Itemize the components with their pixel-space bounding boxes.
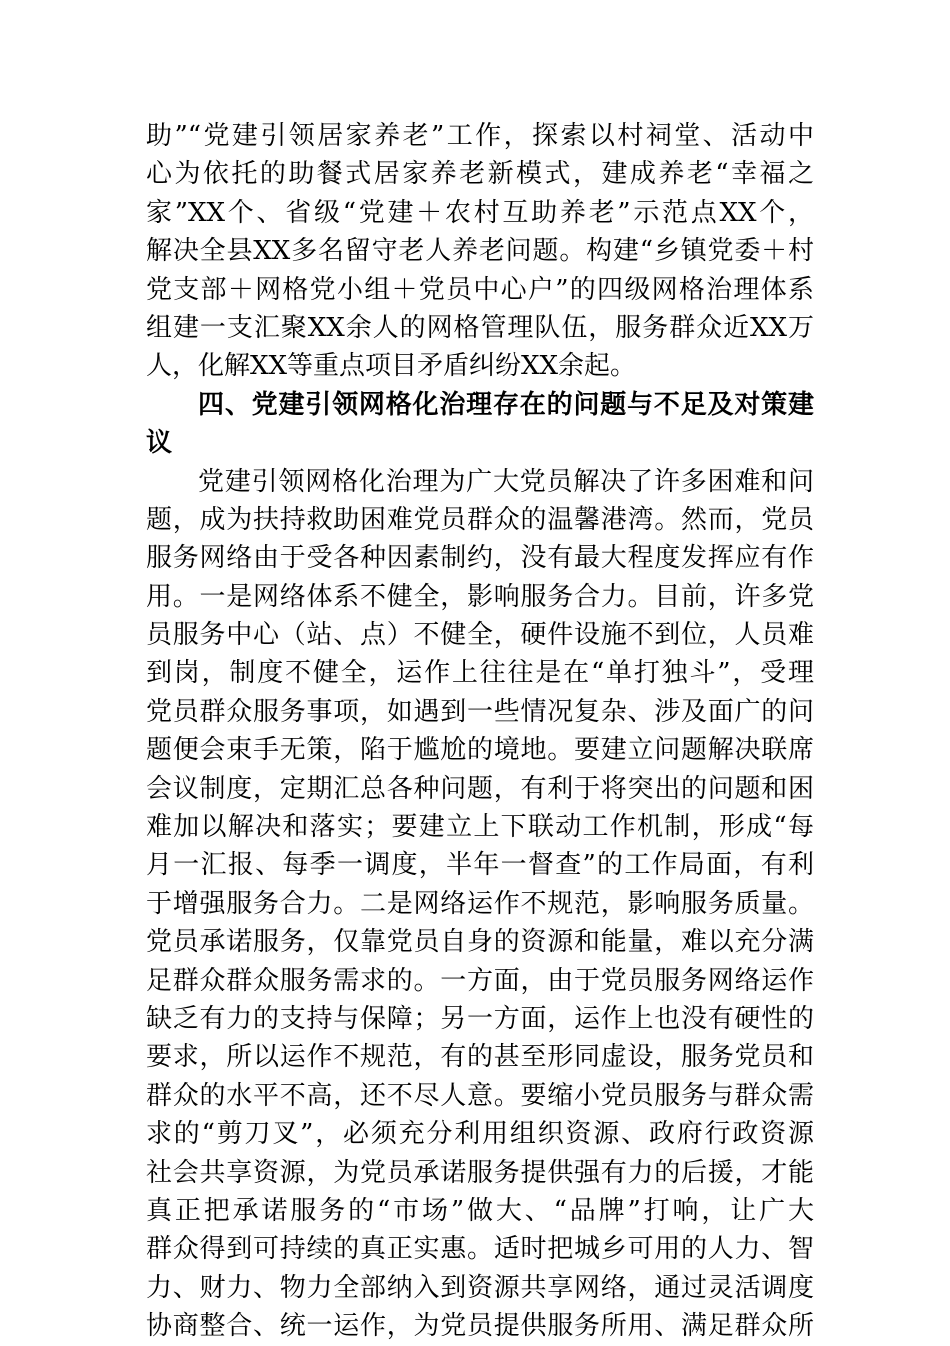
text-line: 组建一支汇聚XX余人的网格管理队伍，服务群众近XX万 (146, 312, 814, 343)
text-line: 家”XX个、省级“党建＋农村互助养老”示范点XX个， (146, 197, 814, 228)
text-line: 党员群众服务事项，如遇到一些情况复杂、涉及面广的问 (146, 696, 814, 727)
text-line: 解决全县XX多名留守老人养老问题。构建“乡镇党委＋村 (146, 236, 814, 267)
text-line: 心为依托的助餐式居家养老新模式，建成养老“幸福之 (146, 159, 814, 190)
text-line: 会议制度，定期汇总各种问题，有利于将突出的问题和困 (146, 773, 814, 804)
text-line: 人，化解XX等重点项目矛盾纠纷XX余起。 (146, 351, 637, 382)
text-line: 缺乏有力的支持与保障；另一方面，运作上也没有硬性的 (146, 1003, 814, 1034)
text-line: 党建引领网格化治理为广大党员解决了许多困难和问 (198, 466, 814, 497)
text-line: 服务网络由于受各种因素制约，没有最大程度发挥应有作 (146, 543, 814, 574)
text-line: 足群众群众服务需求的。一方面，由于党员服务网络运作 (146, 965, 814, 996)
paragraph-problems-and-countermeasures (146, 463, 814, 1346)
section-heading (146, 386, 814, 463)
heading-line: 四、党建引领网格化治理存在的问题与不足及对策建 (198, 389, 814, 420)
text-line: 到岗，制度不健全，运作上往往是在“单打独斗”，受理 (146, 658, 814, 689)
text-line: 题便会束手无策，陷于尴尬的境地。要建立问题解决联席 (146, 735, 814, 766)
text-line: 员服务中心（站、点）不健全，硬件设施不到位，人员难 (146, 620, 814, 651)
text-line: 力、财力、物力全部纳入到资源共享网络，通过灵活调度 (146, 1272, 814, 1303)
text-line: 于增强服务合力。二是网络运作不规范，影响服务质量。 (146, 888, 814, 919)
paragraph-elderly-care-grid (146, 117, 814, 386)
text-line: 党员承诺服务，仅靠党员自身的资源和能量，难以充分满 (146, 927, 814, 958)
text-line: 真正把承诺服务的“市场”做大、“品牌”打响，让广大 (146, 1195, 814, 1226)
text-line: 题，成为扶持救助困难党员群众的温馨港湾。然而，党员 (146, 504, 814, 535)
text-line: 用。一是网络体系不健全，影响服务合力。目前，许多党 (146, 581, 814, 612)
text-line: 要求，所以运作不规范，有的甚至形同虚设，服务党员和 (146, 1042, 814, 1073)
text-line: 群众的水平不高，还不尽人意。要缩小党员服务与群众需 (146, 1080, 814, 1111)
text-line: 难加以解决和落实；要建立上下联动工作机制，形成“每 (146, 812, 814, 843)
text-line: 社会共享资源，为党员承诺服务提供强有力的后援，才能 (146, 1157, 814, 1188)
heading-line: 议 (146, 428, 173, 459)
text-line: 求的“剪刀叉”，必须充分利用组织资源、政府行政资源 (146, 1119, 814, 1150)
text-line: 党支部＋网格党小组＋党员中心户”的四级网格治理体系 (146, 274, 814, 305)
text-line: 助”“党建引领居家养老”工作，探索以村祠堂、活动中 (146, 121, 814, 151)
text-line: 月一汇报、每季一调度，半年一督查”的工作局面，有利 (146, 850, 814, 881)
text-line: 协商整合、统一运作，为党员提供服务所用、满足群众所 (146, 1311, 814, 1342)
text-line: 群众得到可持续的真正实惠。适时把城乡可用的人力、智 (146, 1234, 814, 1265)
document-body (146, 117, 814, 1346)
